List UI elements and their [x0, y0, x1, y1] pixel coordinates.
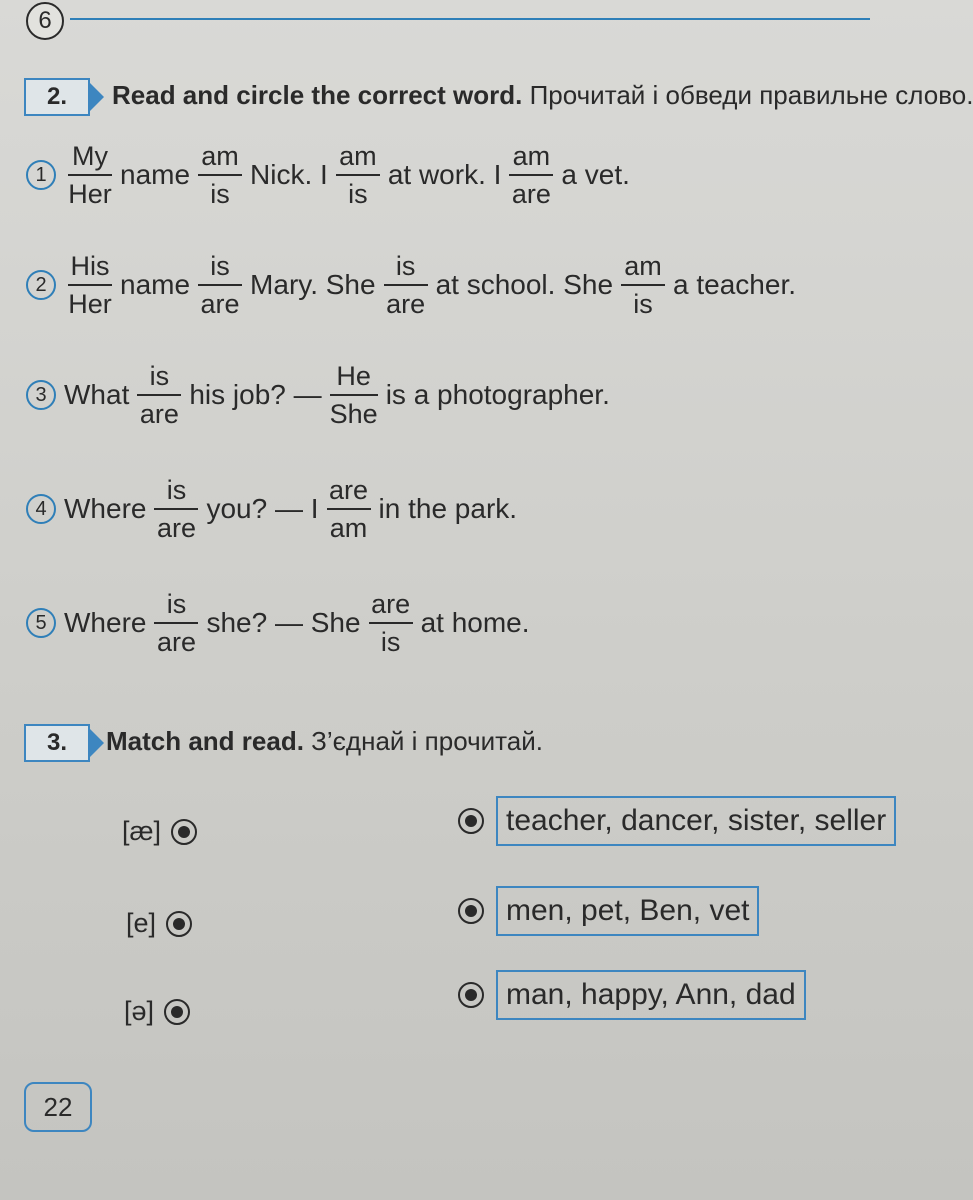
word-group-1	[448, 796, 896, 846]
sentence-3	[26, 360, 612, 430]
choice-divider	[154, 622, 198, 624]
sentence-4	[26, 474, 519, 544]
sentence-number: 4	[26, 494, 56, 524]
sentence-text: a vet.	[561, 159, 630, 190]
choice-option[interactable]: is	[166, 589, 187, 619]
choice-divider	[621, 284, 665, 286]
choice-divider	[68, 174, 112, 176]
choice-option[interactable]: are	[156, 513, 196, 543]
choice-divider	[198, 174, 242, 176]
choice-option[interactable]: am	[512, 141, 551, 171]
choice-option[interactable]: are	[200, 289, 240, 319]
choice-divider	[369, 622, 413, 624]
task-3-title	[106, 726, 543, 757]
sentence-text: What	[64, 379, 130, 410]
sentence-number: 1	[26, 160, 56, 190]
word-choice	[154, 474, 198, 544]
sentence-text: is a photographer.	[385, 379, 610, 410]
match-dot-right-3[interactable]	[458, 982, 484, 1008]
sentence-text: in the park.	[378, 493, 518, 524]
choice-divider	[154, 508, 198, 510]
sound-ae	[122, 816, 197, 847]
sentence-text: name	[120, 269, 191, 300]
sentence-1	[26, 140, 632, 210]
match-dot-left-3[interactable]	[164, 999, 190, 1025]
word-choice	[330, 360, 378, 430]
choice-divider	[68, 284, 112, 286]
sentence-text: a teacher.	[673, 269, 797, 300]
sentence-text: Where	[64, 607, 147, 638]
sentence-text: at work. I	[387, 159, 502, 190]
word-choice	[384, 250, 428, 320]
choice-option[interactable]: is	[633, 289, 653, 319]
choice-option[interactable]: are	[386, 289, 426, 319]
sentence-number: 3	[26, 380, 56, 410]
choice-option[interactable]: am	[339, 141, 377, 171]
choice-option[interactable]: am	[201, 141, 239, 171]
task-2-title-en: Read and circle the correct word.	[112, 80, 523, 110]
word-choice	[137, 360, 181, 430]
word-box: man, happy, Ann, dad	[496, 970, 806, 1020]
match-dot-right-2[interactable]	[458, 898, 484, 924]
task-2-title	[112, 80, 973, 111]
sound-label: [ə]	[124, 996, 155, 1026]
choice-option[interactable]: His	[70, 251, 110, 281]
choice-option[interactable]: are	[371, 589, 411, 619]
sentence-text: name	[120, 159, 191, 190]
task-3-title-ua: З’єднай і прочитай.	[311, 726, 543, 756]
word-box: teacher, dancer, sister, seller	[496, 796, 896, 846]
word-choice	[198, 250, 242, 320]
choice-divider	[198, 284, 242, 286]
word-choice	[68, 140, 112, 210]
page-number: 22	[24, 1082, 92, 1132]
sound-e	[126, 908, 192, 939]
choice-option[interactable]: are	[156, 627, 196, 657]
choice-option[interactable]: is	[210, 251, 230, 281]
word-choice	[621, 250, 665, 320]
sound-label: [e]	[126, 908, 157, 938]
match-dot-left-2[interactable]	[166, 911, 192, 937]
choice-option[interactable]: She	[329, 399, 378, 429]
choice-option[interactable]: is	[210, 179, 230, 209]
choice-option[interactable]: are	[139, 399, 179, 429]
task-3-title-en: Match and read.	[106, 726, 304, 756]
choice-option[interactable]: is	[380, 627, 401, 657]
word-choice	[509, 140, 553, 210]
choice-option[interactable]: am	[624, 251, 662, 281]
choice-divider	[330, 394, 378, 396]
sentence-text: at home.	[420, 607, 530, 638]
choice-option[interactable]: are	[329, 475, 369, 505]
top-divider	[70, 18, 870, 20]
word-choice	[198, 140, 242, 210]
word-choice	[68, 250, 112, 320]
choice-divider	[336, 174, 380, 176]
sentence-text: Nick. I	[250, 159, 328, 190]
sentence-2	[26, 250, 798, 320]
sentence-5	[26, 588, 532, 658]
choice-option[interactable]: Her	[68, 289, 112, 319]
sentence-text: you? — I	[206, 493, 319, 524]
sentence-text: his job? —	[189, 379, 322, 410]
sentence-number: 2	[26, 270, 56, 300]
match-dot-left-1[interactable]	[171, 819, 197, 845]
task-2-title-ua: Прочитай і обведи правильне слово.	[529, 80, 973, 110]
task-3-badge: 3.	[24, 724, 90, 762]
sentence-text: she? — She	[206, 607, 361, 638]
word-choice	[327, 474, 371, 544]
choice-option[interactable]: is	[149, 361, 170, 391]
choice-divider	[327, 508, 371, 510]
choice-option[interactable]: He	[336, 361, 371, 391]
word-group-3	[448, 970, 806, 1020]
choice-divider	[137, 394, 181, 396]
choice-option[interactable]: is	[166, 475, 187, 505]
choice-option[interactable]: is	[348, 179, 368, 209]
word-group-2	[448, 886, 759, 936]
task-2-badge: 2.	[24, 78, 90, 116]
choice-option[interactable]: My	[72, 141, 108, 171]
choice-option[interactable]: is	[395, 251, 416, 281]
sentence-number: 5	[26, 608, 56, 638]
sentence-text: Mary. She	[250, 269, 376, 300]
choice-divider	[509, 174, 553, 176]
word-choice	[336, 140, 380, 210]
sound-label: [æ]	[122, 816, 162, 846]
corner-number: 6	[26, 2, 64, 40]
sentence-text: Where	[64, 493, 147, 524]
choice-option[interactable]: are	[511, 179, 551, 209]
choice-option[interactable]: am	[329, 513, 368, 543]
match-dot-right-1[interactable]	[458, 808, 484, 834]
sentence-text: at school. She	[435, 269, 614, 300]
word-choice	[369, 588, 413, 658]
choice-option[interactable]: Her	[68, 179, 112, 209]
choice-divider	[384, 284, 428, 286]
word-choice	[154, 588, 198, 658]
sound-schwa	[124, 996, 190, 1027]
word-box: men, pet, Ben, vet	[496, 886, 759, 936]
